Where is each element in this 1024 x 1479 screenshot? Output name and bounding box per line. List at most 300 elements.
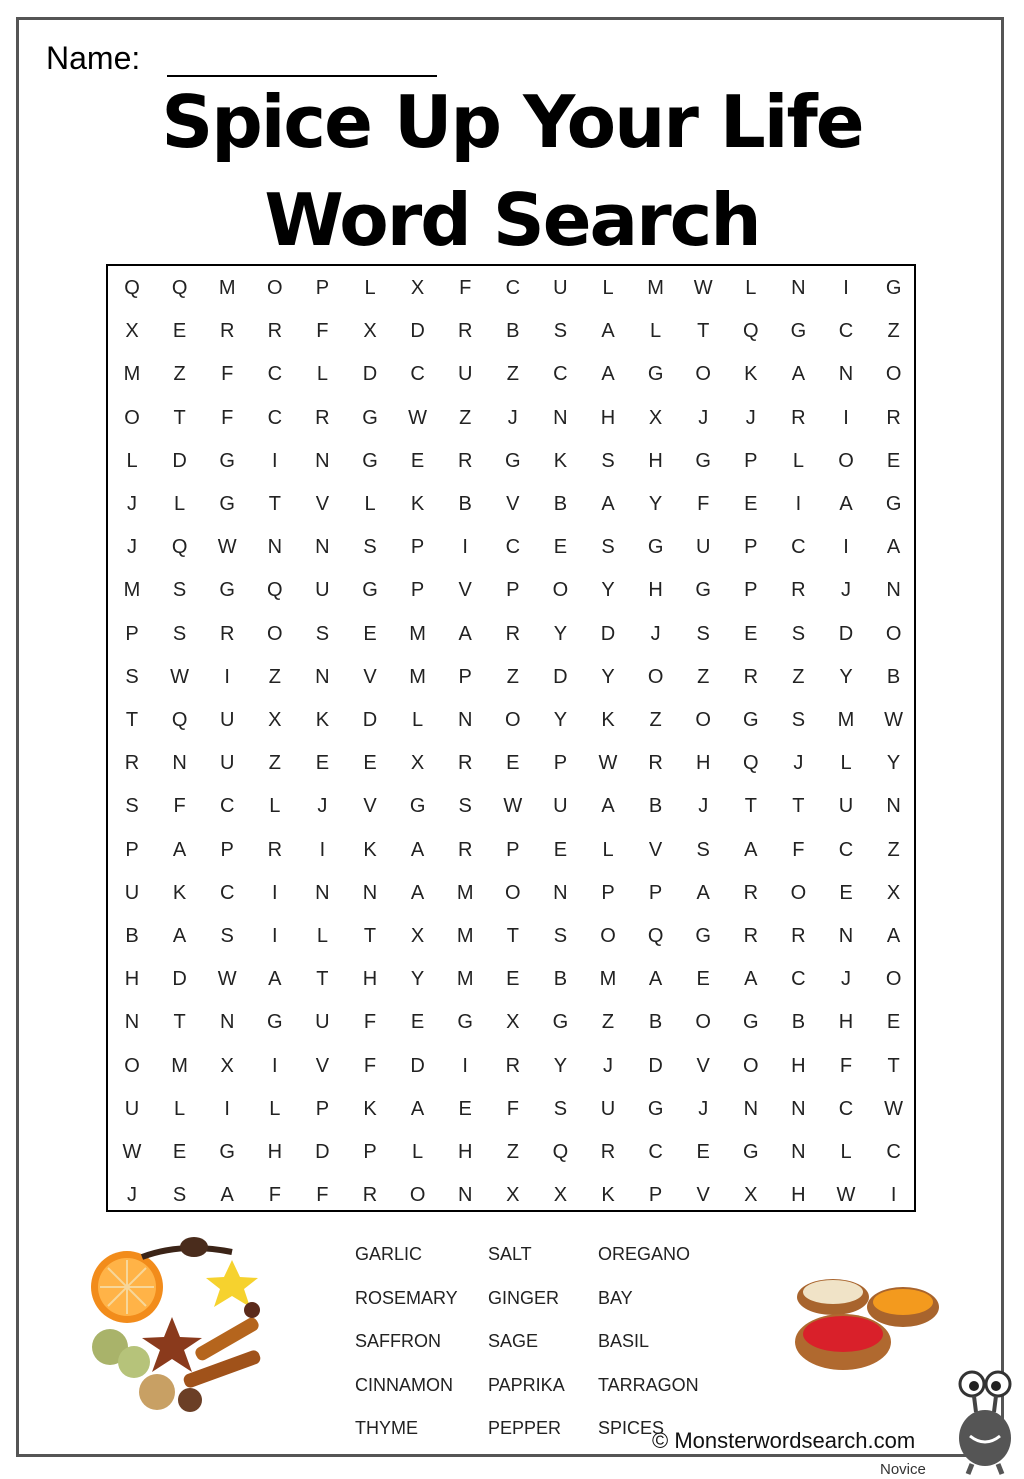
grid-letter[interactable]: F (268, 1184, 281, 1207)
grid-letter[interactable]: O (552, 579, 569, 602)
grid-letter[interactable]: N (457, 1184, 473, 1207)
grid-letter[interactable]: L (316, 925, 328, 947)
grid-letter[interactable]: C (838, 1097, 854, 1120)
grid-letter[interactable]: Y (553, 709, 568, 731)
grid-letter[interactable]: H (600, 406, 616, 429)
grid-letter[interactable]: L (602, 277, 614, 299)
grid-letter[interactable]: T (506, 925, 519, 947)
grid-letter[interactable]: R (124, 752, 140, 775)
grid-letter[interactable]: R (267, 320, 283, 343)
grid-letter[interactable]: V (506, 493, 520, 515)
grid-letter[interactable]: C (505, 536, 521, 559)
grid-letter[interactable]: X (648, 406, 663, 429)
grid-letter[interactable]: S (458, 795, 472, 818)
grid-letter[interactable]: E (410, 449, 425, 472)
grid-letter[interactable]: A (648, 968, 663, 991)
grid-letter[interactable]: N (838, 363, 854, 386)
grid-letter[interactable]: H (791, 1184, 806, 1207)
grid-letter[interactable]: G (790, 320, 807, 343)
grid-letter[interactable]: N (219, 1011, 235, 1034)
grid-letter[interactable]: U (600, 1097, 616, 1120)
grid-letter[interactable]: I (843, 406, 849, 429)
grid-letter[interactable]: J (841, 579, 851, 602)
grid-letter[interactable]: W (170, 665, 190, 688)
grid-letter[interactable]: Y (410, 968, 425, 991)
grid-letter[interactable]: F (839, 1054, 853, 1077)
grid-letter[interactable]: E (744, 493, 758, 515)
grid-letter[interactable]: C (838, 838, 854, 861)
grid-letter[interactable]: Z (697, 665, 710, 688)
grid-letter[interactable]: S (220, 925, 234, 947)
grid-letter[interactable]: W (884, 709, 904, 731)
grid-letter[interactable]: H (362, 968, 378, 991)
grid-letter[interactable]: V (363, 665, 377, 688)
grid-letter[interactable]: C (553, 363, 568, 386)
grid-letter[interactable]: L (650, 320, 662, 343)
grid-letter[interactable]: L (364, 493, 376, 515)
grid-letter[interactable]: E (410, 1011, 425, 1034)
grid-letter[interactable]: N (172, 752, 187, 775)
grid-letter[interactable]: G (219, 1141, 235, 1163)
grid-letter[interactable]: U (457, 363, 473, 386)
grid-letter[interactable]: I (890, 1184, 897, 1207)
name-input-line[interactable] (167, 75, 437, 77)
grid-letter[interactable]: S (791, 709, 806, 731)
grid-letter[interactable]: N (315, 449, 330, 472)
grid-letter[interactable]: Q (647, 925, 664, 947)
grid-letter[interactable]: H (457, 1141, 473, 1163)
grid-letter[interactable]: B (553, 968, 568, 991)
grid-letter[interactable]: A (410, 838, 425, 861)
grid-letter[interactable]: A (696, 881, 710, 904)
grid-letter[interactable]: Q (171, 277, 188, 299)
grid-letter[interactable]: R (505, 622, 521, 645)
grid-letter[interactable]: B (553, 493, 568, 515)
grid-letter[interactable]: P (506, 579, 520, 602)
grid-letter[interactable]: A (601, 320, 615, 343)
grid-letter[interactable]: S (315, 622, 330, 645)
grid-letter[interactable]: G (743, 1141, 759, 1163)
grid-letter[interactable]: C (219, 881, 235, 904)
grid-letter[interactable]: O (267, 277, 283, 299)
grid-letter[interactable]: D (172, 449, 187, 472)
grid-letter[interactable]: O (124, 406, 140, 429)
grid-letter[interactable]: C (267, 406, 283, 429)
grid-letter[interactable]: G (695, 449, 711, 472)
grid-letter[interactable]: D (410, 1054, 425, 1077)
grid-letter[interactable]: P (363, 1141, 377, 1163)
grid-letter[interactable]: Z (506, 1141, 519, 1163)
grid-letter[interactable]: L (126, 449, 138, 472)
grid-letter[interactable]: C (791, 536, 806, 559)
grid-letter[interactable]: P (125, 838, 139, 861)
grid-letter[interactable]: G (219, 449, 235, 472)
grid-letter[interactable]: G (267, 1011, 283, 1034)
grid-letter[interactable]: X (125, 320, 139, 343)
grid-letter[interactable]: M (123, 579, 141, 602)
grid-letter[interactable]: F (221, 406, 234, 429)
grid-letter[interactable]: L (412, 709, 424, 731)
grid-letter[interactable]: G (362, 579, 378, 602)
grid-letter[interactable]: I (795, 493, 802, 515)
grid-letter[interactable]: L (412, 1141, 424, 1163)
grid-letter[interactable]: P (410, 579, 425, 602)
grid-letter[interactable]: R (886, 406, 901, 429)
grid-letter[interactable]: G (743, 1011, 759, 1034)
grid-letter[interactable]: E (506, 752, 520, 775)
grid-letter[interactable]: M (599, 968, 617, 991)
grid-letter[interactable]: B (648, 795, 663, 818)
grid-letter[interactable]: N (457, 709, 473, 731)
grid-letter[interactable]: L (174, 493, 186, 515)
grid-letter[interactable]: U (124, 881, 140, 904)
grid-letter[interactable]: A (172, 838, 187, 861)
grid-letter[interactable]: R (791, 579, 806, 602)
grid-letter[interactable]: O (790, 881, 807, 904)
grid-letter[interactable]: H (695, 752, 711, 775)
grid-letter[interactable]: R (600, 1141, 616, 1163)
grid-letter[interactable]: O (885, 363, 902, 386)
grid-letter[interactable]: U (695, 536, 711, 559)
grid-letter[interactable]: Y (553, 1054, 568, 1077)
grid-letter[interactable]: L (840, 752, 852, 775)
grid-letter[interactable]: N (838, 925, 854, 947)
grid-letter[interactable]: E (696, 1141, 710, 1163)
grid-letter[interactable]: R (219, 622, 235, 645)
grid-letter[interactable]: S (172, 622, 187, 645)
grid-letter[interactable]: O (695, 1011, 711, 1034)
grid-letter[interactable]: N (362, 881, 378, 904)
grid-letter[interactable]: F (363, 1011, 377, 1034)
grid-letter[interactable]: E (458, 1097, 472, 1120)
grid-letter[interactable]: V (315, 1054, 330, 1077)
grid-letter[interactable]: R (743, 881, 759, 904)
grid-letter[interactable]: G (219, 493, 235, 515)
grid-letter[interactable]: O (505, 881, 521, 904)
grid-letter[interactable]: E (744, 622, 758, 645)
grid-letter[interactable]: F (316, 1184, 329, 1207)
grid-letter[interactable]: S (553, 925, 568, 947)
grid-letter[interactable]: X (410, 925, 425, 947)
grid-letter[interactable]: X (363, 320, 377, 343)
grid-letter[interactable]: A (268, 968, 282, 991)
grid-letter[interactable]: G (695, 925, 711, 947)
grid-letter[interactable]: Y (601, 579, 615, 602)
grid-letter[interactable]: E (172, 1141, 187, 1163)
grid-letter[interactable]: I (843, 536, 849, 559)
grid-letter[interactable]: Q (171, 536, 188, 559)
grid-letter[interactable]: Z (887, 320, 900, 343)
grid-letter[interactable]: A (410, 1097, 425, 1120)
grid-letter[interactable]: P (315, 277, 330, 299)
grid-letter[interactable]: O (695, 363, 711, 386)
grid-letter[interactable]: T (887, 1054, 900, 1077)
grid-letter[interactable]: U (315, 1011, 330, 1034)
grid-letter[interactable]: U (838, 795, 854, 818)
grid-letter[interactable]: Q (124, 277, 140, 299)
grid-letter[interactable]: L (269, 795, 281, 818)
letter-grid[interactable] (106, 264, 916, 1212)
grid-letter[interactable]: C (791, 968, 806, 991)
grid-letter[interactable]: B (458, 493, 472, 515)
grid-letter[interactable]: W (122, 1141, 142, 1163)
grid-letter[interactable]: D (838, 622, 854, 645)
grid-letter[interactable]: L (602, 838, 614, 861)
grid-letter[interactable]: X (506, 1184, 520, 1207)
grid-letter[interactable]: R (505, 1054, 521, 1077)
grid-letter[interactable]: E (315, 752, 330, 775)
grid-letter[interactable]: M (647, 277, 664, 299)
grid-letter[interactable]: T (792, 795, 805, 818)
grid-letter[interactable]: N (791, 1097, 806, 1120)
grid-letter[interactable]: N (886, 579, 901, 602)
grid-letter[interactable]: B (648, 1011, 663, 1034)
grid-letter[interactable]: O (695, 709, 711, 731)
grid-letter[interactable]: U (124, 1097, 140, 1120)
grid-letter[interactable]: S (172, 1184, 187, 1207)
grid-letter[interactable]: W (408, 406, 428, 429)
grid-letter[interactable]: W (836, 1184, 856, 1207)
grid-letter[interactable]: J (127, 536, 137, 559)
grid-letter[interactable]: Q (743, 752, 759, 775)
grid-letter[interactable]: D (600, 622, 616, 645)
grid-letter[interactable]: N (553, 881, 568, 904)
grid-letter[interactable]: G (647, 536, 664, 559)
grid-letter[interactable]: R (457, 449, 473, 472)
grid-letter[interactable]: S (553, 320, 568, 343)
grid-letter[interactable]: M (409, 665, 426, 688)
grid-letter[interactable]: R (457, 838, 473, 861)
grid-letter[interactable]: N (267, 536, 283, 559)
grid-letter[interactable]: T (316, 968, 329, 991)
grid-letter[interactable]: G (885, 493, 902, 515)
grid-letter[interactable]: G (695, 579, 711, 602)
grid-letter[interactable]: U (219, 709, 235, 731)
grid-letter[interactable]: F (221, 363, 234, 386)
grid-letter[interactable]: S (791, 622, 806, 645)
grid-letter[interactable]: I (462, 1054, 468, 1077)
grid-letter[interactable]: X (886, 881, 901, 904)
grid-letter[interactable]: A (744, 968, 758, 991)
grid-letter[interactable]: X (506, 1011, 520, 1034)
grid-letter[interactable]: N (553, 406, 568, 429)
grid-letter[interactable]: Q (267, 579, 283, 602)
grid-letter[interactable]: C (219, 795, 235, 818)
grid-letter[interactable]: G (885, 277, 902, 299)
grid-letter[interactable]: S (172, 579, 187, 602)
grid-letter[interactable]: O (267, 622, 283, 645)
grid-letter[interactable]: F (506, 1097, 519, 1120)
grid-letter[interactable]: M (123, 363, 141, 386)
grid-letter[interactable]: C (410, 363, 425, 386)
grid-letter[interactable]: C (886, 1141, 901, 1163)
grid-letter[interactable]: N (791, 1141, 806, 1163)
grid-letter[interactable]: T (744, 795, 757, 818)
grid-letter[interactable]: E (363, 622, 377, 645)
grid-letter[interactable]: M (456, 881, 474, 904)
grid-letter[interactable]: U (219, 752, 235, 775)
grid-letter[interactable]: H (838, 1011, 854, 1034)
grid-letter[interactable]: J (793, 752, 804, 775)
grid-letter[interactable]: L (364, 277, 376, 299)
grid-letter[interactable]: G (743, 709, 759, 731)
grid-letter[interactable]: O (885, 968, 902, 991)
grid-letter[interactable]: J (603, 1054, 613, 1077)
grid-letter[interactable]: O (124, 1054, 140, 1077)
grid-letter[interactable]: K (410, 493, 425, 515)
grid-letter[interactable]: M (456, 968, 474, 991)
grid-letter[interactable]: O (885, 622, 902, 645)
grid-letter[interactable]: J (127, 493, 137, 515)
grid-letter[interactable]: M (837, 709, 855, 731)
grid-letter[interactable]: X (268, 709, 282, 731)
grid-letter[interactable]: P (458, 665, 472, 688)
grid-letter[interactable]: O (600, 925, 616, 947)
grid-letter[interactable]: K (363, 1097, 377, 1120)
grid-letter[interactable]: K (601, 709, 615, 731)
grid-letter[interactable]: X (410, 277, 425, 299)
grid-letter[interactable]: S (363, 536, 377, 559)
grid-letter[interactable]: Z (173, 363, 186, 386)
grid-letter[interactable]: W (598, 752, 618, 775)
grid-letter[interactable]: G (647, 363, 664, 386)
grid-letter[interactable]: F (792, 838, 805, 861)
grid-letter[interactable]: V (696, 1054, 710, 1077)
grid-letter[interactable]: R (362, 1184, 378, 1207)
grid-letter[interactable]: P (410, 536, 425, 559)
grid-letter[interactable]: Z (506, 665, 519, 688)
grid-letter[interactable]: H (267, 1141, 283, 1163)
grid-letter[interactable]: A (601, 795, 615, 818)
grid-letter[interactable]: R (457, 320, 473, 343)
grid-letter[interactable]: A (601, 493, 615, 515)
grid-letter[interactable]: S (125, 665, 139, 688)
grid-letter[interactable]: I (319, 838, 326, 861)
grid-letter[interactable]: P (315, 1097, 330, 1120)
grid-letter[interactable]: W (693, 277, 713, 299)
grid-letter[interactable]: W (884, 1097, 904, 1120)
grid-letter[interactable]: R (457, 752, 473, 775)
grid-letter[interactable]: K (363, 838, 377, 861)
grid-letter[interactable]: X (410, 752, 425, 775)
grid-letter[interactable]: H (648, 449, 663, 472)
grid-letter[interactable]: U (553, 795, 568, 818)
grid-letter[interactable]: P (506, 838, 520, 861)
grid-letter[interactable]: A (410, 881, 425, 904)
grid-letter[interactable]: C (505, 277, 521, 299)
grid-letter[interactable]: P (553, 752, 568, 775)
grid-letter[interactable]: R (743, 665, 759, 688)
grid-letter[interactable]: I (843, 277, 849, 299)
grid-letter[interactable]: J (841, 968, 851, 991)
grid-letter[interactable]: M (218, 277, 236, 299)
grid-letter[interactable]: P (220, 838, 234, 861)
grid-letter[interactable]: A (886, 925, 901, 947)
grid-letter[interactable]: V (363, 795, 377, 818)
grid-letter[interactable]: G (647, 1097, 664, 1120)
grid-letter[interactable]: P (648, 881, 663, 904)
grid-letter[interactable]: Z (268, 752, 281, 775)
grid-letter[interactable]: E (886, 449, 901, 472)
grid-letter[interactable]: Z (649, 709, 662, 731)
grid-letter[interactable]: X (553, 1184, 568, 1207)
grid-letter[interactable]: D (172, 968, 187, 991)
grid-letter[interactable]: A (458, 622, 472, 645)
grid-letter[interactable]: X (744, 1184, 758, 1207)
grid-letter[interactable]: K (172, 881, 187, 904)
grid-letter[interactable]: K (744, 363, 758, 386)
grid-letter[interactable]: D (362, 709, 378, 731)
grid-letter[interactable]: F (697, 493, 710, 515)
grid-letter[interactable]: N (791, 277, 806, 299)
grid-letter[interactable]: R (743, 925, 759, 947)
grid-letter[interactable]: T (173, 1011, 186, 1034)
grid-letter[interactable]: P (125, 622, 139, 645)
grid-letter[interactable]: Q (743, 320, 759, 343)
grid-letter[interactable]: I (224, 1097, 230, 1120)
grid-letter[interactable]: N (315, 881, 330, 904)
grid-letter[interactable]: I (272, 1054, 278, 1077)
grid-letter[interactable]: K (553, 449, 568, 472)
grid-letter[interactable]: E (696, 968, 710, 991)
grid-letter[interactable]: G (505, 449, 521, 472)
grid-letter[interactable]: A (839, 493, 853, 515)
grid-letter[interactable]: F (316, 320, 329, 343)
grid-letter[interactable]: M (409, 622, 426, 645)
grid-letter[interactable]: H (124, 968, 140, 991)
grid-letter[interactable]: H (791, 1054, 806, 1077)
grid-letter[interactable]: S (125, 795, 139, 818)
grid-letter[interactable]: J (698, 795, 709, 818)
grid-letter[interactable]: Y (648, 493, 663, 515)
grid-letter[interactable]: G (362, 406, 378, 429)
grid-letter[interactable]: I (224, 665, 230, 688)
grid-letter[interactable]: J (698, 406, 709, 429)
grid-letter[interactable]: N (886, 795, 901, 818)
grid-letter[interactable]: A (601, 363, 615, 386)
grid-letter[interactable]: B (506, 320, 520, 343)
grid-letter[interactable]: A (744, 838, 758, 861)
grid-letter[interactable]: E (553, 536, 568, 559)
grid-letter[interactable]: Z (459, 406, 472, 429)
grid-letter[interactable]: X (220, 1054, 234, 1077)
grid-letter[interactable]: V (648, 838, 663, 861)
grid-letter[interactable]: Z (887, 838, 900, 861)
grid-letter[interactable]: M (171, 1054, 188, 1077)
grid-letter[interactable]: U (315, 579, 330, 602)
grid-letter[interactable]: D (648, 1054, 663, 1077)
grid-letter[interactable]: R (315, 406, 330, 429)
grid-letter[interactable]: N (315, 665, 330, 688)
grid-letter[interactable]: W (217, 536, 237, 559)
grid-letter[interactable]: T (363, 925, 377, 947)
grid-letter[interactable]: T (268, 493, 281, 515)
grid-letter[interactable]: U (553, 277, 568, 299)
grid-letter[interactable]: D (362, 363, 378, 386)
grid-letter[interactable]: L (840, 1141, 852, 1163)
grid-letter[interactable]: Q (171, 709, 188, 731)
grid-letter[interactable]: Y (553, 622, 568, 645)
grid-letter[interactable]: F (363, 1054, 377, 1077)
grid-letter[interactable]: R (648, 752, 663, 775)
grid-letter[interactable]: N (743, 1097, 759, 1120)
grid-letter[interactable]: J (698, 1097, 709, 1120)
grid-letter[interactable]: R (791, 406, 806, 429)
grid-letter[interactable]: K (315, 709, 330, 731)
grid-letter[interactable]: G (409, 795, 426, 818)
grid-letter[interactable]: G (362, 449, 378, 472)
grid-letter[interactable]: F (459, 277, 472, 299)
